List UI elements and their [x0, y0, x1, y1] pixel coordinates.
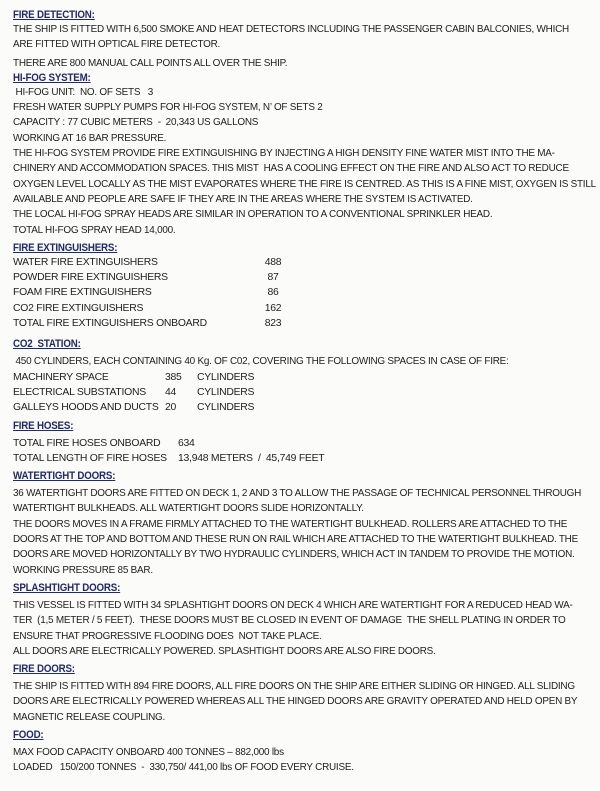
text-line: MAX FOOD CAPACITY ONBOARD 400 TONNES – 882,000 lbs — [13, 746, 284, 758]
row-value: 44 — [165, 386, 177, 398]
hose-row — [13, 436, 593, 451]
row-label: CO2 FIRE EXTINGUISHERS — [13, 302, 144, 314]
row-label: POWDER FIRE EXTINGUISHERS — [13, 272, 168, 284]
row-value: 823 — [264, 318, 282, 330]
row-label: TOTAL FIRE HOSES ONBOARD — [13, 437, 161, 449]
heading-co2-station: CO2 STATION: — [13, 338, 81, 351]
section-splashtight-doors — [13, 581, 593, 659]
text-line: DOORS AT THE TOP AND BOTTOM AND THESE RUN ON RAIL WHICH ARE ATTACHED TO THE WATERTIGHT BULKHEAD. THE — [13, 534, 579, 546]
text-line: THE HI-FOG SYSTEM PROVIDE FIRE EXTINGUISHING BY INJECTING A HIGH DENSITY FINE WATER MIST INTO THE MA- — [13, 148, 555, 160]
row-label: MACHINERY SPACE — [13, 371, 109, 383]
text-line: ALL DOORS ARE ELECTRICALLY POWERED. SPLASHTIGHT DOORS ARE ALSO FIRE DOORS. — [13, 645, 436, 657]
heading-watertight-doors: WATERTIGHT DOORS: — [13, 470, 116, 483]
text-line: WORKING PRESSURE 85 BAR. — [13, 564, 153, 576]
heading-food: FOOD: — [13, 728, 44, 741]
text-line: DOORS ARE ELECTRICALLY POWERED WHEREAS ALL THE HINGED DOORS ARE GRAVITY OPERATED AND HELD OPEN BY — [13, 696, 578, 708]
section-fire-hoses — [13, 419, 593, 467]
section-co2-station — [13, 337, 593, 415]
row-value: 385 — [165, 371, 182, 383]
heading-fire-hoses: FIRE HOSES: — [13, 419, 74, 432]
text-line: WORKING AT 16 BAR PRESSURE. — [13, 132, 167, 144]
text-line: ARE FITTED WITH OPTICAL FIRE DETECTOR. — [13, 39, 221, 51]
text-line: OXYGEN LEVEL LOCALLY AS THE MIST EVAPORATES WHERE THE FIRE IS CENTRED. AS THIS IS A FINE MIST, OXYGEN IS STILL — [13, 178, 596, 190]
hose-row — [13, 451, 593, 466]
heading-hi-fog: HI-FOG SYSTEM: — [13, 71, 91, 84]
row-unit: CYLINDERS — [197, 402, 255, 414]
heading-fire-doors: FIRE DOORS: — [13, 663, 75, 676]
heading-fire-detection: FIRE DETECTION: — [13, 9, 95, 21]
text-line: 450 CYLINDERS, EACH CONTAINING 40 Kg. OF C02, COVERING THE FOLLOWING SPACES IN CASE OF FIRE: — [13, 356, 509, 368]
text-line: THERE ARE 800 MANUAL CALL POINTS ALL OVER THE SHIP. — [13, 57, 288, 69]
text-line: CHINERY AND ACCOMMODATION SPACES. THIS MIST HAS A COOLING EFFECT ON THE FIRE AND ALSO ACT TO REDUCE — [13, 163, 569, 175]
row-label: GALLEYS HOODS AND DUCTS — [13, 402, 159, 414]
row-value: 488 — [264, 256, 282, 268]
extinguisher-row — [13, 301, 593, 316]
row-label: TOTAL FIRE EXTINGUISHERS ONBOARD — [13, 318, 207, 330]
text-line: WATERTIGHT BULKHEADS. ALL WATERTIGHT DOORS SLIDE HORIZONTALLY. — [13, 503, 364, 515]
extinguisher-row — [13, 285, 593, 300]
text-line: ENSURE THAT PROGRESSIVE FLOODING DOES NOT TAKE PLACE. — [13, 630, 322, 642]
row-value: 13,948 METERS / 45,749 FEET — [178, 452, 325, 464]
text-line: THE SHIP IS FITTED WITH 894 FIRE DOORS, ALL FIRE DOORS ON THE SHIP ARE EITHER SLIDING OR HINGED. ALL SLIDING — [13, 681, 575, 693]
extinguisher-row — [13, 316, 593, 331]
text-line: TER (1,5 METER / 5 FEET). THESE DOORS MUST BE CLOSED IN EVENT OF DAMAGE THE SHELL PLATING IN ORDER TO — [13, 615, 566, 627]
row-value: 634 — [178, 437, 195, 449]
section-hi-fog — [13, 71, 596, 238]
text-line: FRESH WATER SUPPLY PUMPS FOR HI-FOG SYSTEM, N’ OF SETS 2 — [13, 102, 323, 114]
extinguisher-row — [13, 270, 593, 285]
co2-row — [13, 400, 593, 415]
section-watertight-doors — [13, 469, 593, 578]
document-page — [13, 8, 596, 776]
text-line: THIS VESSEL IS FITTED WITH 34 SPLASHTIGHT DOORS ON DECK 4 WHICH ARE WATERTIGHT FOR A REDUCED HEAD WA- — [13, 599, 573, 611]
text-line: TOTAL HI-FOG SPRAY HEAD 14,000. — [13, 224, 176, 236]
row-label: TOTAL LENGTH OF FIRE HOSES — [13, 452, 167, 464]
section-fire-detection — [13, 8, 593, 71]
row-value: 162 — [264, 302, 282, 314]
text-line: CAPACITY : 77 CUBIC METERS - 20,343 US GALLONS — [13, 117, 259, 129]
text-line: THE SHIP IS FITTED WITH 6,500 SMOKE AND HEAT DETECTORS INCLUDING THE PASSENGER CABIN BALCONIES, WHICH — [13, 24, 569, 35]
row-label: ELECTRICAL SUBSTATIONS — [13, 386, 146, 398]
text-line: AVAILABLE AND PEOPLE ARE SAFE IF THEY ARE IN THE AREAS WHERE THE SYSTEM IS ACTIVATED. — [13, 193, 473, 205]
heading-fire-extinguishers: FIRE EXTINGUISHERS: — [13, 241, 118, 254]
section-fire-extinguishers — [13, 241, 593, 331]
heading-splashtight-doors: SPLASHTIGHT DOORS: — [13, 581, 121, 594]
section-fire-doors — [13, 662, 593, 725]
text-line: DOORS ARE MOVED HORIZONTALLY BY TWO HYDRAULIC CYLINDERS, WHICH ACT IN TANDEM TO PROVIDE THE MOTION. — [13, 549, 575, 561]
text-line: THE DOORS MOVES IN A FRAME FIRMLY ATTACHED TO THE WATERTIGHT BULKHEAD. ROLLERS ARE ATTACHED TO THE — [13, 518, 568, 530]
row-unit: CYLINDERS — [197, 386, 255, 398]
row-value: 87 — [267, 272, 279, 284]
text-line: HI-FOG UNIT: NO. OF SETS 3 — [13, 86, 154, 98]
text-line: LOADED 150/200 TONNES - 330,750/ 441,00 lbs OF FOOD EVERY CRUISE. — [13, 762, 354, 774]
row-label: WATER FIRE EXTINGUISHERS — [13, 256, 158, 268]
row-label: FOAM FIRE EXTINGUISHERS — [13, 287, 152, 299]
section-food — [13, 728, 593, 776]
co2-row — [13, 370, 593, 385]
text-line: 36 WATERTIGHT DOORS ARE FITTED ON DECK 1, 2 AND 3 TO ALLOW THE PASSAGE OF TECHNICAL PERSONNEL THROUGH — [13, 488, 582, 500]
row-unit: CYLINDERS — [197, 371, 255, 383]
row-value: 86 — [267, 287, 279, 299]
row-value: 20 — [165, 402, 177, 414]
co2-row — [13, 385, 593, 400]
text-line: THE LOCAL HI-FOG SPRAY HEADS ARE SIMILAR IN OPERATION TO A CONVENTIONAL SPRINKLER HEAD. — [13, 209, 493, 221]
extinguisher-row — [13, 255, 593, 270]
text-line: MAGNETIC RELEASE COUPLING. — [13, 711, 166, 723]
